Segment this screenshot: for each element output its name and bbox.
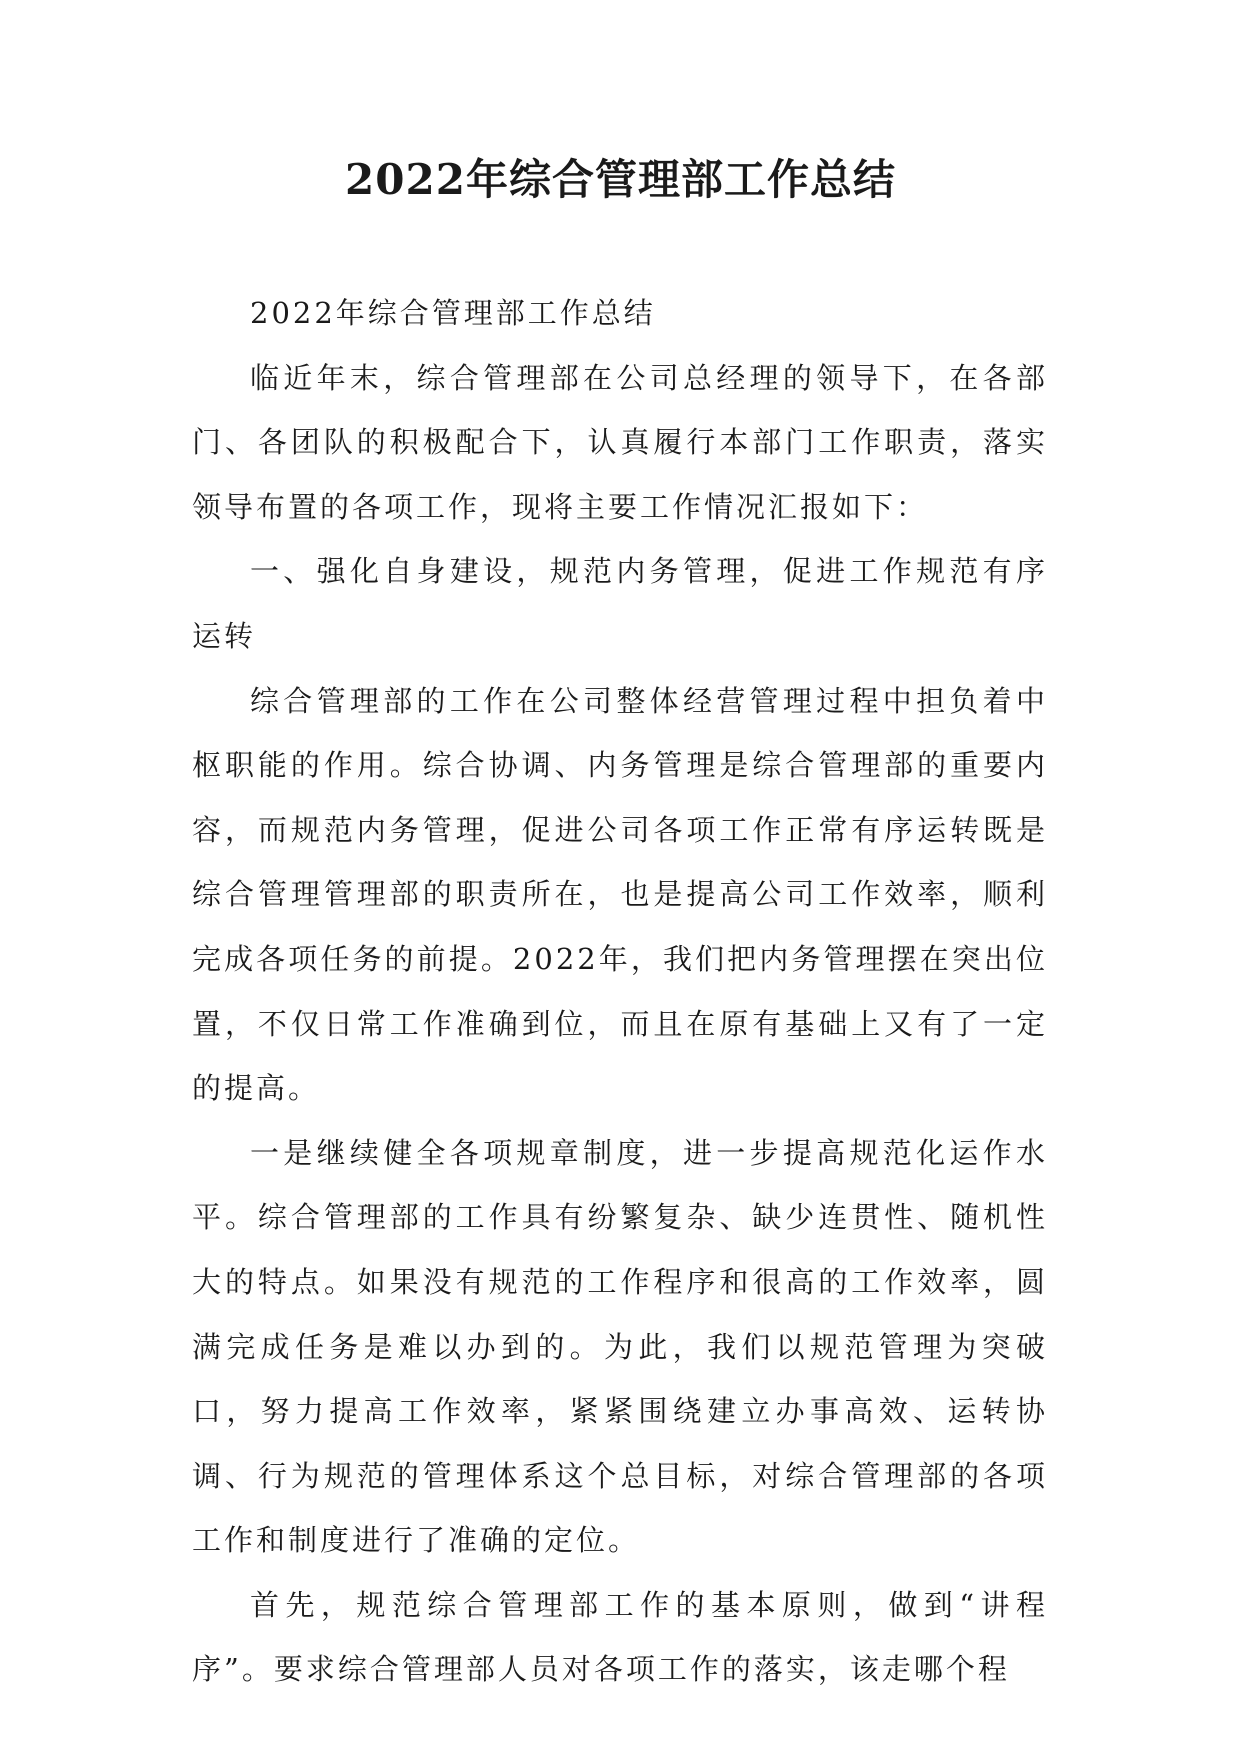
paragraph-first: 首先，规范综合管理部工作的基本原则，做到“讲程序”。要求综合管理部人员对各项工作的落实，该走哪个程 <box>192 1587 1048 1687</box>
document-body <box>192 281 1048 1702</box>
paragraph-point-1: 一是继续健全各项规章制度，进一步提高规范化运作水平。综合管理部的工作具有纷繁复杂、缺少连贯性、随机性大的特点。如果没有规范的工作程序和很高的工作效率，圆满完成任务是难以办到的。为此，我们以规范管理为突破口，努力提高工作效率，紧紧围绕建立办事高效、运转协调、行为规范的管理体系这个总目标，对综合管理部的各项工作和制度进行了准确的定位。 <box>192 1135 1048 1558</box>
paragraph-subtitle: 2022年综合管理部工作总结 <box>250 296 656 330</box>
paragraph-section-1: 综合管理部的工作在公司整体经营管理过程中担负着中枢职能的作用。综合协调、内务管理是综合管理部的重要内容，而规范内务管理，促进公司各项工作正常有序运转既是综合管理管理部的职责所在，也是提高公司工作效率，顺利完成各项任务的前提。2022年，我们把内务管理摆在突出位置，不仅日常工作准确到位，而且在原有基础上又有了一定的提高。 <box>192 683 1048 1106</box>
paragraph-intro: 临近年末，综合管理部在公司总经理的领导下，在各部门、各团队的积极配合下，认真履行本部门工作职责，落实领导布置的各项工作，现将主要工作情况汇报如下： <box>192 360 1048 524</box>
section-heading-1: 一、强化自身建设，规范内务管理，促进工作规范有序运转 <box>192 554 1048 653</box>
document-title: 2022年综合管理部工作总结 <box>345 155 896 204</box>
